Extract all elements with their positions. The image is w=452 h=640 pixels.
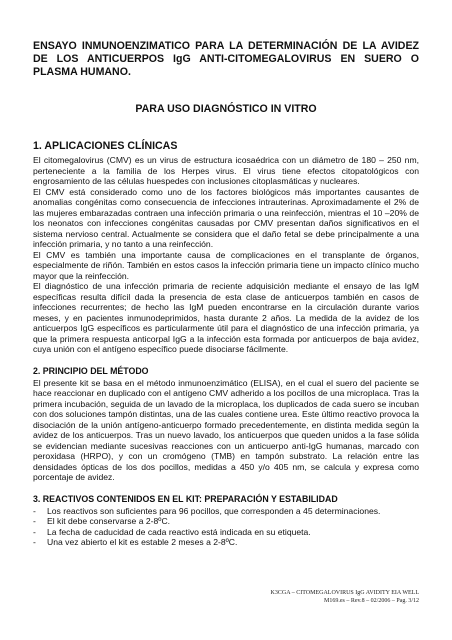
section-2-paragraph: El presente kit se basa en el método inmunoenzimático (ELISA), en el cual el suero del paciente se hace reaccionar en duplicado con el antígeno CMV adherido a los pocillos de una microplaca. Tras la primera incubación, seguida de un lavado de la microplaca, los duplicados de cada suero se incuban con dos soluciones tampón distintas, una de las cuales contiene urea. Este último reactivo provoca la disociación de la unión antígeno-anticuerpo formado precedentemente, en distinta medida según la avidez de los anticuerpos. Tras un nuevo lavado, los anticuerpos que queden unidos a la fase sólida se evidencian mediante sucesivas reacciones con un anticuerpo anti-IgG humanas, marcado con peroxidasa (HRPO), y con un cromógeno (TMB) en tampón substrato. La relación entre las densidades ópticas de los dos pocillos, medidas a 450 y/o 405 nm, se calcula y expresa como porcentaje de avidez. xyxy=(33,377,419,482)
list-item-text: Una vez abierto el kit es estable 2 meses a 2-8ºC. xyxy=(47,537,238,547)
section-1-paragraph: El diagnóstico de una infección primaria de reciente adquisición mediante el ensayo de las IgM específicas resulta difícil dada la presencia de esta clase de anticuerpos también en casos de infecciones recurrentes; de hecho las IgM pueden encontrarse en la circulación durante varios meses, y en pacientes inmunodeprimidos, hasta durante 2 años. La medida de la avidez de los anticuerpos IgG específicos es particularmente útil para el diagnóstico de una infección primaria, ya que la primera respuesta anticorpal IgG a la infección esta formada por anticuerpos de baja avidez, cuya unión con el antígeno específico puede disociarse fácilmente. xyxy=(33,281,419,354)
section-1-paragraph: El citomegalovirus (CMV) es un virus de estructura icosaédrica con un diámetro de 180 – 250 nm, perteneciente a la familia de los Herpes virus. El virus tiene efectos citopatológicos con engrosamiento de las células huespedes con inclusiones citoplasmáticas y nucleares. xyxy=(33,155,419,186)
footer-revision-line: M169.es – Rev.8 – 02/2006 – Pag. 3/12 xyxy=(324,598,419,604)
list-item: - El kit debe conservarse a 2-8ºC. xyxy=(33,516,171,526)
document-subtitle: PARA USO DIAGNÓSTICO IN VITRO xyxy=(135,103,317,115)
document-body xyxy=(33,40,419,548)
list-item-text: La fecha de caducidad de cada reactivo está indicada en su etiqueta. xyxy=(47,526,311,537)
section-1-heading: 1. APLICACIONES CLÍNICAS xyxy=(33,140,178,152)
section-1-paragraph: El CMV está considerado como uno de los factores biológicos más importantes causantes de anomalias congénitas como consecuencia de infecciones intrauterinas. Aproximadamente el 2% de las mujeres embarazadas contraen una infección primaria o una reinfección, mientras el 10 –20% de los neonatos con infecciones congénitas causadas por CMV presentan daños significativos en el sistema nervioso central. Actualmente se considera que el daño fetal se debe principalmente a una infección primaria, y no tanto a una reinfección. xyxy=(33,186,419,249)
list-item: - La fecha de caducidad de cada reactivo está indicada en su etiqueta. xyxy=(33,526,311,537)
list-item-text: El kit debe conservarse a 2-8ºC. xyxy=(47,516,171,526)
document-title: ENSAYO INMUNOENZIMATICO PARA LA DETERMINACIÓN DE LA AVIDEZ DE LOS ANTICUERPOS IgG ANTI-CITOMEGALOVIRUS EN SUERO O PLASMA HUMANO. xyxy=(33,40,419,78)
footer-product-line: K3CGA – CITOMEGALOVIRUS IgG AVIDITY EIA WELL xyxy=(270,590,419,596)
section-2-heading: 2. PRINCIPIO DEL MÉTODO xyxy=(33,365,149,376)
section-3-heading: 3. REACTIVOS CONTENIDOS EN EL KIT: PREPARACIÓN Y ESTABILIDAD xyxy=(33,493,338,504)
list-item: - Los reactivos son suficientes para 96 pocillos, que corresponden a 45 determinaciones. xyxy=(33,505,381,516)
list-item: - Una vez abierto el kit es estable 2 meses a 2-8ºC. xyxy=(33,537,238,547)
page-footer xyxy=(271,589,419,605)
list-item-text: Los reactivos son suficientes para 96 pocillos, que corresponden a 45 determinaciones. xyxy=(47,505,381,516)
section-1-paragraph: El CMV es también una importante causa de complicaciones en el transplante de órganos, especialmente de riñón. También en estos casos la infección primaria tiene un impacto clínico mucho mayor que la reinfección. xyxy=(33,249,419,281)
reagents-list xyxy=(33,506,419,548)
